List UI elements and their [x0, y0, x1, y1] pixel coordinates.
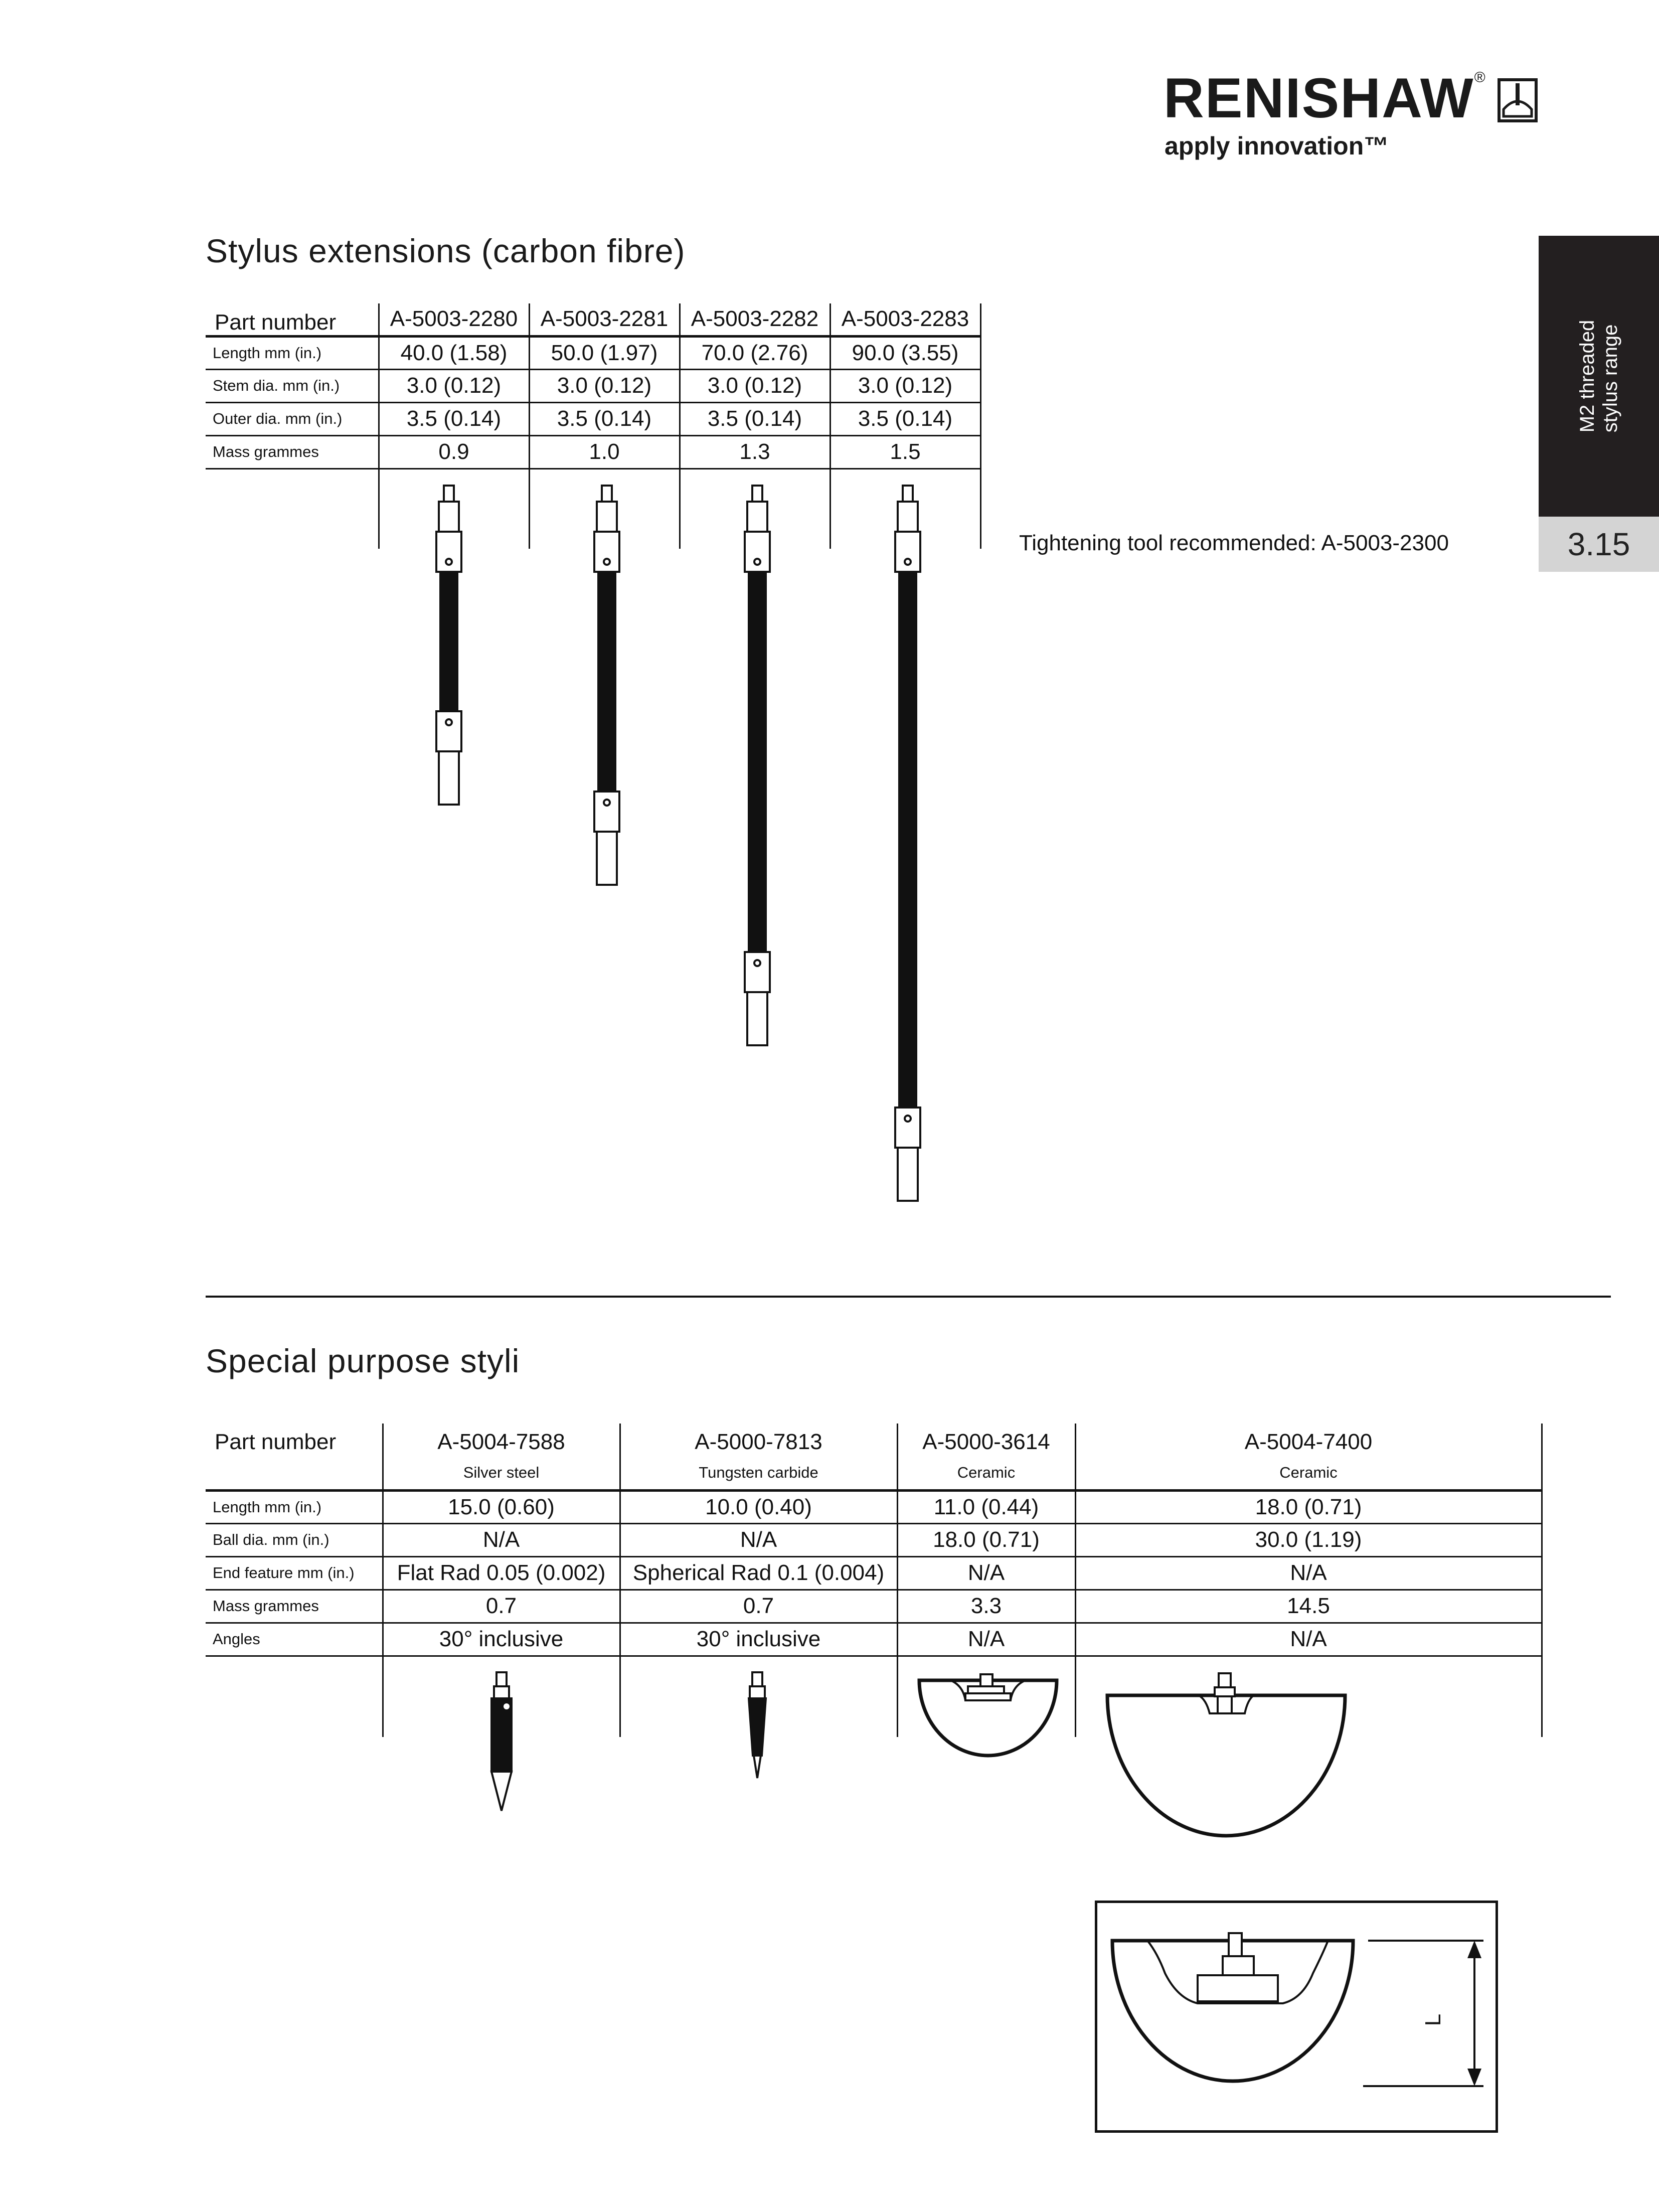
- extensions-header-row: [206, 303, 980, 336]
- table-row: [206, 1556, 1542, 1590]
- part-number-header: Part number: [215, 309, 337, 335]
- special-part-header: [620, 1424, 897, 1490]
- table-row: [206, 1623, 1542, 1656]
- section-tab-label: [1539, 236, 1659, 517]
- extension-part-number: A-5003-2280: [379, 303, 529, 336]
- table-cell: 1.0: [529, 435, 680, 468]
- brand-tagline: apply innovation™: [1165, 132, 1389, 160]
- table-cell: 40.0 (1.58): [379, 336, 529, 369]
- table-row: [206, 402, 980, 435]
- row-label: Stem dia. mm (in.): [213, 377, 340, 394]
- table-cell: 15.0 (0.60): [383, 1490, 620, 1523]
- table-cell: 3.5 (0.14): [529, 402, 680, 435]
- table-cell: 50.0 (1.97): [529, 336, 680, 369]
- special-part-number: A-5004-7400: [1244, 1430, 1373, 1454]
- table-cell: 3.0 (0.12): [379, 369, 529, 402]
- table-cell: Flat Rad 0.05 (0.002): [383, 1556, 620, 1590]
- registered-mark: ®: [1474, 69, 1486, 86]
- extension-part-number: A-5003-2281: [529, 303, 680, 336]
- special-part-header: [897, 1424, 1075, 1490]
- table-cell: 3.3: [897, 1590, 1075, 1623]
- table-cell: 14.5: [1075, 1590, 1542, 1623]
- silver-steel-cone-stylus-drawing: [481, 1670, 522, 1816]
- ceramic-hemisphere-stylus-drawing-7400: [1103, 1670, 1349, 1841]
- renishaw-probe-icon: [1498, 78, 1538, 122]
- table-row: [206, 1523, 1542, 1556]
- extension-drawing-2283: [880, 482, 935, 1224]
- table-cell: 18.0 (0.71): [897, 1523, 1075, 1556]
- table-row: [206, 1490, 1542, 1523]
- table-cell: 1.5: [830, 435, 980, 468]
- table-cell: 3.0 (0.12): [680, 369, 830, 402]
- table-cell: 3.0 (0.12): [529, 369, 680, 402]
- row-label: Length mm (in.): [213, 344, 322, 362]
- table-cell: N/A: [620, 1523, 897, 1556]
- table-cell: Spherical Rad 0.1 (0.004): [620, 1556, 897, 1590]
- row-label: Mass grammes: [213, 1597, 319, 1615]
- extension-drawing-2280: [421, 482, 476, 833]
- table-cell: N/A: [897, 1556, 1075, 1590]
- table-cell: 11.0 (0.44): [897, 1490, 1075, 1523]
- table-cell: 3.5 (0.14): [830, 402, 980, 435]
- row-label: Length mm (in.): [213, 1498, 322, 1516]
- table-cell: 10.0 (0.40): [620, 1490, 897, 1523]
- table-row: [206, 369, 980, 402]
- table-cell: N/A: [897, 1623, 1075, 1656]
- table-cell: 70.0 (2.76): [680, 336, 830, 369]
- part-number-header: Part number: [215, 1430, 337, 1454]
- tightening-tool-note: Tightening tool recommended: A-5003-2300: [1019, 531, 1449, 555]
- table-row: [206, 435, 980, 468]
- tungsten-carbide-cone-stylus-drawing: [740, 1670, 775, 1786]
- special-part-number: A-5004-7588: [437, 1430, 565, 1454]
- table-cell: 0.7: [383, 1590, 620, 1623]
- section-tab-line2: stylus range: [1599, 324, 1621, 433]
- ceramic-hemisphere-stylus-drawing-3614: [915, 1670, 1061, 1771]
- extension-part-number: A-5003-2283: [830, 303, 980, 336]
- special-header-row: [206, 1424, 1542, 1490]
- row-label: End feature mm (in.): [213, 1564, 355, 1582]
- brand-name: RENISHAW: [1164, 67, 1474, 129]
- row-label: Mass grammes: [213, 443, 319, 460]
- row-label: Ball dia. mm (in.): [213, 1531, 329, 1548]
- table-cell: 1.3: [680, 435, 830, 468]
- table-cell: 3.5 (0.14): [379, 402, 529, 435]
- row-label: Angles: [213, 1630, 260, 1648]
- extensions-title: Stylus extensions (carbon fibre): [206, 232, 686, 269]
- table-cell: 30° inclusive: [620, 1623, 897, 1656]
- special-material: Ceramic: [957, 1464, 1016, 1481]
- table-row: [206, 1590, 1542, 1623]
- special-part-header: [383, 1424, 620, 1490]
- page-number: 3.15: [1539, 517, 1659, 572]
- special-part-header: [1075, 1424, 1542, 1490]
- table-cell: N/A: [1075, 1623, 1542, 1656]
- special-material: Silver steel: [463, 1464, 540, 1481]
- special-styli-title: Special purpose styli: [206, 1342, 520, 1379]
- table-cell: N/A: [1075, 1556, 1542, 1590]
- extension-part-number: A-5003-2282: [680, 303, 830, 336]
- table-cell: 90.0 (3.55): [830, 336, 980, 369]
- extension-drawing-2282: [730, 482, 785, 1068]
- section-tab-line1: M2 threaded: [1576, 320, 1598, 433]
- section-divider: [206, 1296, 1611, 1298]
- special-part-number: A-5000-3614: [922, 1430, 1050, 1454]
- table-cell: N/A: [383, 1523, 620, 1556]
- special-material: Tungsten carbide: [699, 1464, 818, 1481]
- table-cell: 30.0 (1.19): [1075, 1523, 1542, 1556]
- special-material: Ceramic: [1279, 1464, 1338, 1481]
- extension-drawing-2281: [579, 482, 634, 908]
- row-label: Outer dia. mm (in.): [213, 410, 343, 427]
- table-cell: 18.0 (0.71): [1075, 1490, 1542, 1523]
- table-row: [206, 336, 980, 369]
- table-cell: 3.0 (0.12): [830, 369, 980, 402]
- brand-logo-wordmark: [1164, 67, 1486, 129]
- table-cell: 30° inclusive: [383, 1623, 620, 1656]
- table-cell: 3.5 (0.14): [680, 402, 830, 435]
- dimension-label-l: L: [1421, 2013, 1446, 2026]
- table-cell: 0.7: [620, 1590, 897, 1623]
- special-part-number: A-5000-7813: [695, 1430, 822, 1454]
- table-cell: 0.9: [379, 435, 529, 468]
